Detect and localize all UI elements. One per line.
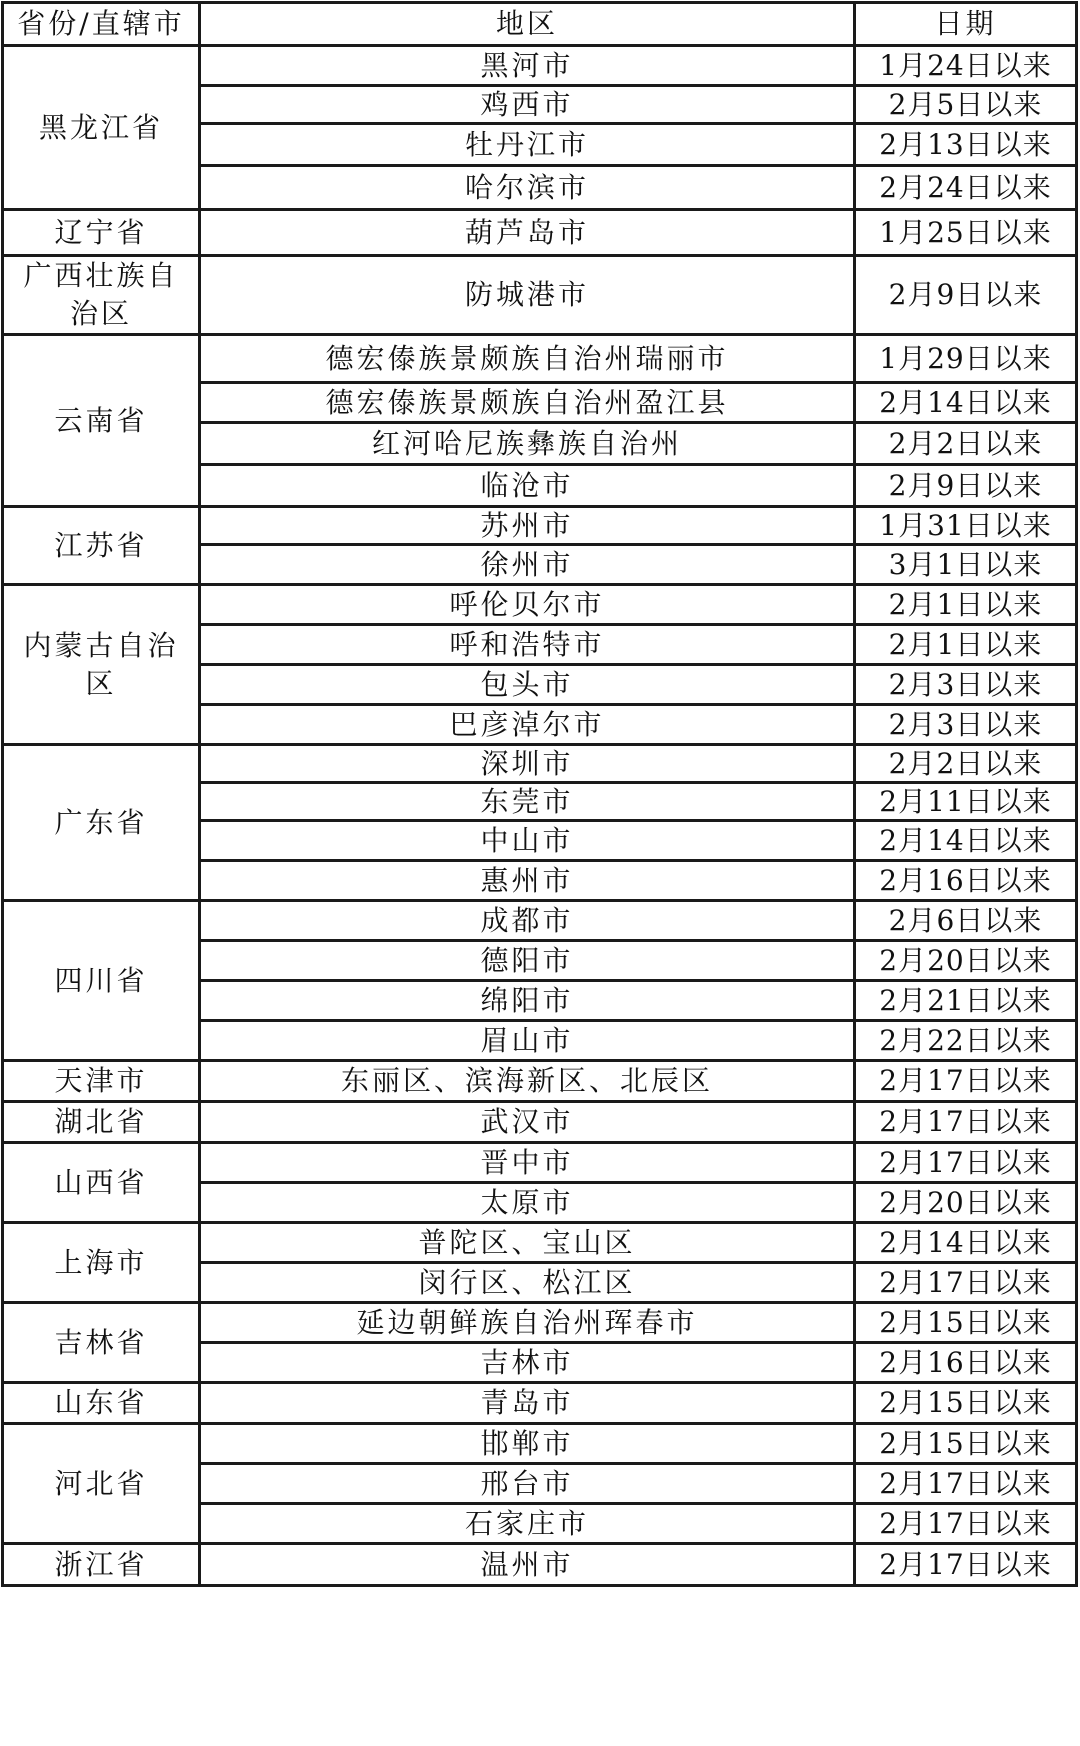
date-cell: 2月17日以来	[855, 1504, 1077, 1544]
date-cell: 2月20日以来	[855, 941, 1077, 981]
date-cell: 2月15日以来	[855, 1424, 1077, 1464]
header-province: 省份/直辖市	[3, 3, 200, 46]
area-cell: 葫芦岛市	[200, 210, 855, 256]
area-cell: 眉山市	[200, 1021, 855, 1061]
date-cell: 2月9日以来	[855, 465, 1077, 507]
area-cell: 吉林市	[200, 1343, 855, 1383]
area-cell: 晋中市	[200, 1143, 855, 1183]
area-cell: 青岛市	[200, 1383, 855, 1424]
date-cell: 2月3日以来	[855, 705, 1077, 745]
province-cell: 广西壮族自治区	[3, 256, 200, 335]
date-cell: 2月17日以来	[855, 1544, 1077, 1586]
table-row	[3, 1383, 1077, 1424]
table-row	[3, 335, 1077, 383]
table-row	[3, 901, 1077, 941]
area-cell: 防城港市	[200, 256, 855, 335]
province-cell: 江苏省	[3, 507, 200, 585]
table-row	[3, 745, 1077, 783]
date-cell: 2月20日以来	[855, 1183, 1077, 1223]
area-cell: 德阳市	[200, 941, 855, 981]
table-row	[3, 1061, 1077, 1102]
date-cell: 2月21日以来	[855, 981, 1077, 1021]
table-row	[3, 1102, 1077, 1143]
province-cell: 吉林省	[3, 1303, 200, 1383]
table-row	[3, 256, 1077, 335]
date-cell: 1月31日以来	[855, 507, 1077, 545]
date-cell: 2月16日以来	[855, 1343, 1077, 1383]
province-cell: 天津市	[3, 1061, 200, 1102]
area-cell: 德宏傣族景颇族自治州瑞丽市	[200, 335, 855, 383]
area-cell: 中山市	[200, 821, 855, 861]
date-cell: 2月24日以来	[855, 166, 1077, 210]
header-date: 日期	[855, 3, 1077, 46]
area-cell: 石家庄市	[200, 1504, 855, 1544]
date-cell: 3月1日以来	[855, 545, 1077, 585]
area-cell: 闵行区、松江区	[200, 1263, 855, 1303]
area-cell: 太原市	[200, 1183, 855, 1223]
area-cell: 哈尔滨市	[200, 166, 855, 210]
province-cell: 黑龙江省	[3, 46, 200, 210]
date-cell: 2月2日以来	[855, 745, 1077, 783]
date-cell: 2月6日以来	[855, 901, 1077, 941]
date-cell: 1月24日以来	[855, 46, 1077, 86]
area-cell: 邯郸市	[200, 1424, 855, 1464]
date-cell: 2月14日以来	[855, 821, 1077, 861]
table-row	[3, 1544, 1077, 1586]
date-cell: 2月2日以来	[855, 423, 1077, 465]
date-cell: 2月14日以来	[855, 383, 1077, 423]
date-cell: 2月17日以来	[855, 1102, 1077, 1143]
province-cell: 上海市	[3, 1223, 200, 1303]
province-cell: 河北省	[3, 1424, 200, 1544]
date-cell: 1月29日以来	[855, 335, 1077, 383]
area-cell: 红河哈尼族彝族自治州	[200, 423, 855, 465]
area-cell: 惠州市	[200, 861, 855, 901]
table-row	[3, 46, 1077, 86]
province-cell: 广东省	[3, 745, 200, 901]
area-cell: 普陀区、宝山区	[200, 1223, 855, 1263]
date-cell: 2月1日以来	[855, 585, 1077, 625]
region-date-table	[1, 1, 1078, 1587]
area-cell: 武汉市	[200, 1102, 855, 1143]
area-cell: 黑河市	[200, 46, 855, 86]
date-cell: 2月13日以来	[855, 124, 1077, 166]
area-cell: 德宏傣族景颇族自治州盈江县	[200, 383, 855, 423]
date-cell: 2月22日以来	[855, 1021, 1077, 1061]
area-cell: 延边朝鲜族自治州珲春市	[200, 1303, 855, 1343]
table-row	[3, 1303, 1077, 1343]
date-cell: 2月17日以来	[855, 1143, 1077, 1183]
date-cell: 2月5日以来	[855, 86, 1077, 124]
area-cell: 成都市	[200, 901, 855, 941]
table-header-row	[3, 3, 1077, 46]
province-cell: 山东省	[3, 1383, 200, 1424]
province-cell: 湖北省	[3, 1102, 200, 1143]
date-cell: 2月15日以来	[855, 1383, 1077, 1424]
area-cell: 临沧市	[200, 465, 855, 507]
area-cell: 东丽区、滨海新区、北辰区	[200, 1061, 855, 1102]
table-row	[3, 1424, 1077, 1464]
area-cell: 鸡西市	[200, 86, 855, 124]
area-cell: 深圳市	[200, 745, 855, 783]
province-cell: 四川省	[3, 901, 200, 1061]
header-area: 地区	[200, 3, 855, 46]
province-cell: 云南省	[3, 335, 200, 507]
date-cell: 2月1日以来	[855, 625, 1077, 665]
province-cell: 辽宁省	[3, 210, 200, 256]
area-cell: 牡丹江市	[200, 124, 855, 166]
area-cell: 温州市	[200, 1544, 855, 1586]
date-cell: 2月16日以来	[855, 861, 1077, 901]
area-cell: 包头市	[200, 665, 855, 705]
table-row	[3, 210, 1077, 256]
area-cell: 巴彦淖尔市	[200, 705, 855, 745]
table-row	[3, 507, 1077, 545]
table-row	[3, 585, 1077, 625]
date-cell: 1月25日以来	[855, 210, 1077, 256]
date-cell: 2月17日以来	[855, 1263, 1077, 1303]
area-cell: 绵阳市	[200, 981, 855, 1021]
area-cell: 苏州市	[200, 507, 855, 545]
date-cell: 2月17日以来	[855, 1061, 1077, 1102]
date-cell: 2月17日以来	[855, 1464, 1077, 1504]
province-cell: 浙江省	[3, 1544, 200, 1586]
province-cell: 内蒙古自治区	[3, 585, 200, 745]
date-cell: 2月3日以来	[855, 665, 1077, 705]
area-cell: 呼和浩特市	[200, 625, 855, 665]
date-cell: 2月11日以来	[855, 783, 1077, 821]
area-cell: 徐州市	[200, 545, 855, 585]
date-cell: 2月15日以来	[855, 1303, 1077, 1343]
table-body	[3, 46, 1077, 1586]
date-cell: 2月14日以来	[855, 1223, 1077, 1263]
area-cell: 邢台市	[200, 1464, 855, 1504]
area-cell: 呼伦贝尔市	[200, 585, 855, 625]
table-row	[3, 1223, 1077, 1263]
table-row	[3, 1143, 1077, 1183]
date-cell: 2月9日以来	[855, 256, 1077, 335]
province-cell: 山西省	[3, 1143, 200, 1223]
area-cell: 东莞市	[200, 783, 855, 821]
